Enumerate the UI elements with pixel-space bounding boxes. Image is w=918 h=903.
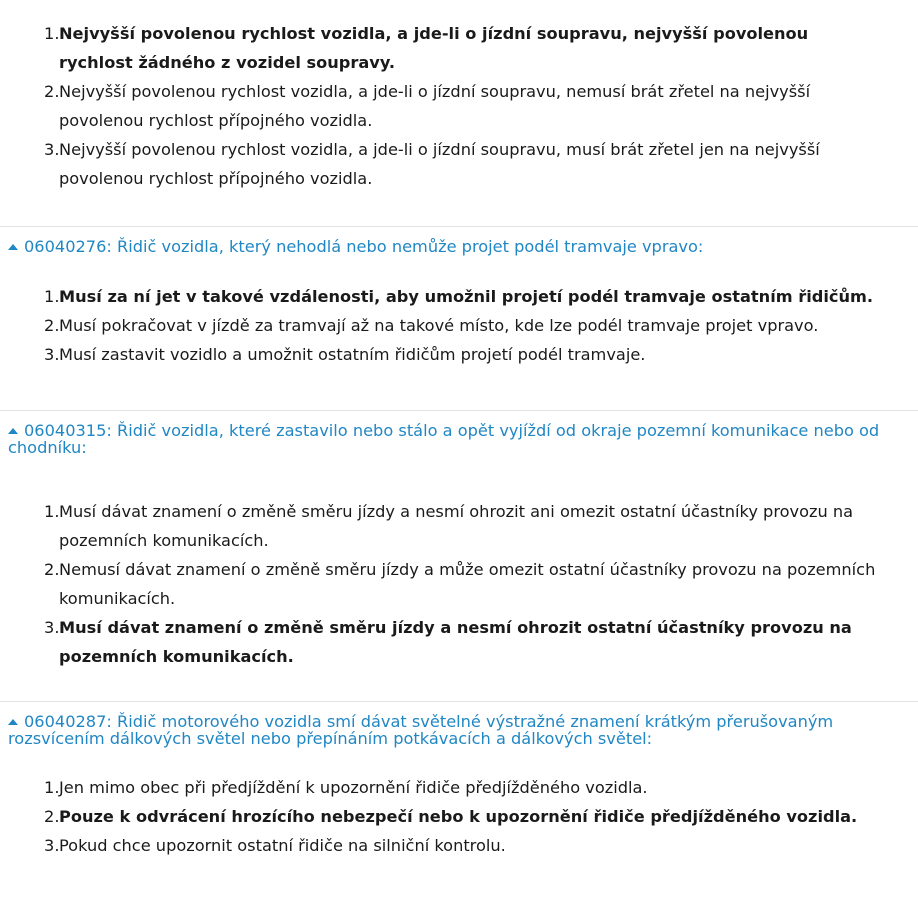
- answer-list: [0, 497, 918, 671]
- answer-correct: Nejvyšší povolenou rychlost vozidla, a jde-li o jízdní soupravu, nejvyšší povolenou rychlost žádného z vozidel soupravy.: [59, 24, 809, 72]
- answer: Nemusí dávat znamení o změně směru jízdy a může omezit ostatní účastníky provozu na pozemních komunikacích.: [59, 560, 876, 608]
- answer-correct: Musí dávat znamení o změně směru jízdy a nesmí ohrozit ostatní účastníky provozu na pozemních komunikacích.: [59, 618, 852, 666]
- question-text: 06040276: Řidič vozidla, který nehodlá nebo nemůže projet podél tramvaje vpravo:: [24, 237, 704, 256]
- question-block-3: [0, 701, 918, 860]
- question-toggle[interactable]: [0, 701, 918, 747]
- answer: Musí zastavit vozidlo a umožnit ostatním řidičům projetí podél tramvaje.: [59, 345, 646, 364]
- answer-correct: Pouze k odvrácení hrozícího nebezpečí nebo k upozornění řidiče předjížděného vozidla.: [59, 807, 858, 826]
- question-block-1: [0, 226, 918, 369]
- caret-up-icon: [8, 719, 18, 725]
- caret-up-icon: [8, 244, 18, 250]
- question-block-0: [0, 0, 918, 193]
- answer: Musí dávat znamení o změně směru jízdy a nesmí ohrozit ani omezit ostatní účastníky provozu na pozemních komunikacích.: [59, 502, 854, 550]
- answer: Jen mimo obec při předjíždění k upozornění řidiče předjížděného vozidla.: [59, 778, 648, 797]
- answer: Musí pokračovat v jízdě za tramvají až na takové místo, kde lze podél tramvaje projet vpravo.: [59, 316, 819, 335]
- question-toggle[interactable]: [0, 410, 918, 456]
- question-text: 06040315: Řidič vozidla, které zastavilo nebo stálo a opět vyjíždí od okraje pozemní komunikace nebo od chodníku:: [8, 421, 880, 457]
- answer-list: [0, 773, 918, 860]
- answer-list: [0, 0, 918, 193]
- answer: Nejvyšší povolenou rychlost vozidla, a jde-li o jízdní soupravu, musí brát zřetel jen na nejvyšší povolenou rychlost přípojného vozidla.: [59, 140, 820, 188]
- answer: Pokud chce upozornit ostatní řidiče na silniční kontrolu.: [59, 836, 506, 855]
- answer: Nejvyšší povolenou rychlost vozidla, a jde-li o jízdní soupravu, nemusí brát zřetel na nejvyšší povolenou rychlost přípojného vozidla.: [59, 82, 811, 130]
- answer-list: [0, 282, 918, 369]
- question-toggle[interactable]: [0, 226, 918, 255]
- answer-correct: Musí za ní jet v takové vzdálenosti, aby umožnil projetí podél tramvaje ostatním řidičům.: [59, 287, 874, 306]
- question-block-2: [0, 410, 918, 671]
- question-text: 06040287: Řidič motorového vozidla smí dávat světelné výstražné znamení krátkým přerušovaným rozsvícením dálkových světel nebo přepínáním potkávacích a dálkových světel:: [8, 712, 834, 748]
- caret-up-icon: [8, 428, 18, 434]
